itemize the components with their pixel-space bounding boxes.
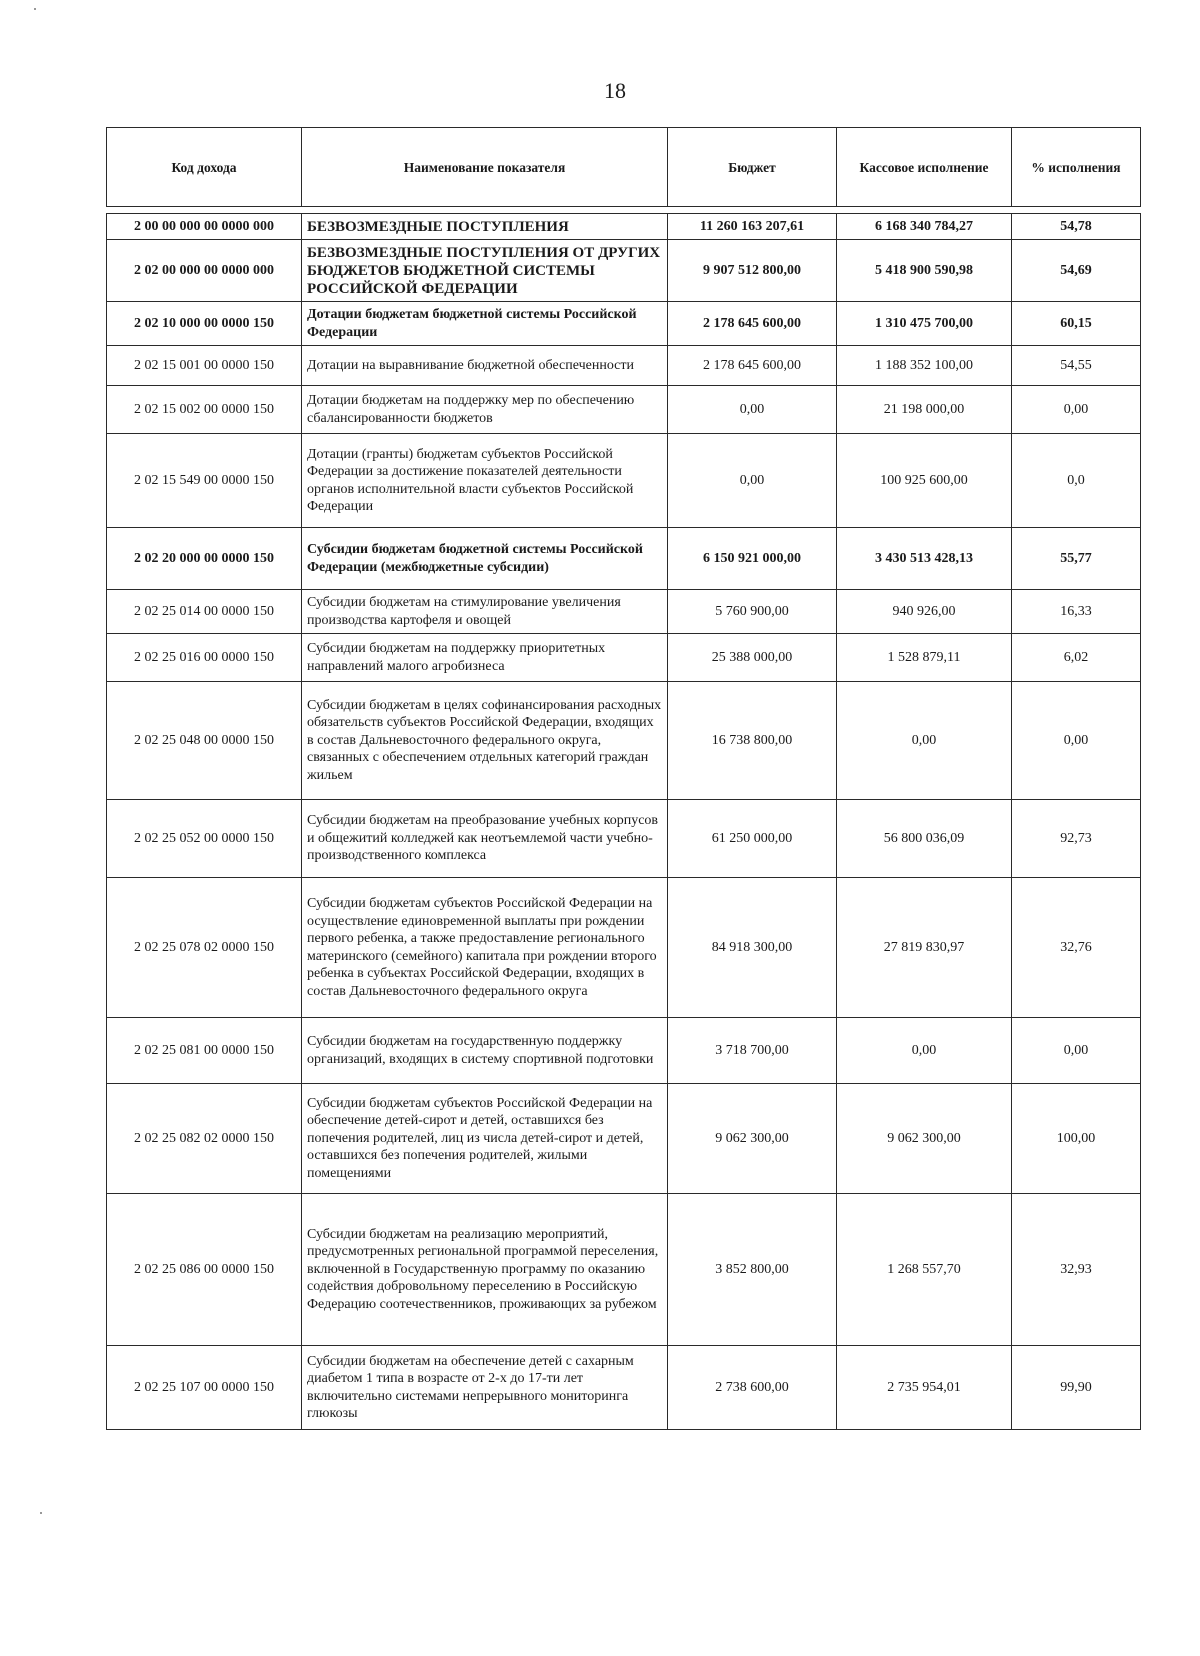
percent-cell: 16,33 (1012, 590, 1141, 634)
table-body (107, 207, 1141, 1430)
execution-cell: 5 418 900 590,98 (837, 240, 1012, 302)
budget-cell: 3 852 800,00 (668, 1194, 837, 1346)
name-cell: БЕЗВОЗМЕЗДНЫЕ ПОСТУПЛЕНИЯ ОТ ДРУГИХ БЮДЖЕТОВ БЮДЖЕТНОЙ СИСТЕМЫ РОССИЙСКОЙ ФЕДЕРАЦИИ (302, 240, 668, 302)
execution-cell: 56 800 036,09 (837, 800, 1012, 878)
execution-cell: 0,00 (837, 1018, 1012, 1084)
execution-cell: 1 528 879,11 (837, 634, 1012, 682)
name-cell: Субсидии бюджетам субъектов Российской Федерации на осуществление единовременной выплаты при рождении первого ребенка, а также предоставление регионального материнского (семейного) капитала при рождении второго ребенка в субъектах Российской Федерации, входящих в состав Дальневосточного федерального округа (302, 878, 668, 1018)
budget-cell: 2 178 645 600,00 (668, 302, 837, 346)
row-separator (107, 207, 1141, 214)
percent-cell: 92,73 (1012, 800, 1141, 878)
name-cell: Дотации на выравнивание бюджетной обеспеченности (302, 346, 668, 386)
name-cell: Субсидии бюджетам на преобразование учебных корпусов и общежитий колледжей как неотъемлемой части учебно-производственного комплекса (302, 800, 668, 878)
percent-cell: 6,02 (1012, 634, 1141, 682)
code-cell: 2 02 10 000 00 0000 150 (107, 302, 302, 346)
name-cell: Субсидии бюджетам бюджетной системы Российской Федерации (межбюджетные субсидии) (302, 528, 668, 590)
execution-cell: 1 188 352 100,00 (837, 346, 1012, 386)
separator-cell (302, 207, 668, 214)
code-cell: 2 02 20 000 00 0000 150 (107, 528, 302, 590)
separator-cell (107, 207, 302, 214)
execution-cell: 0,00 (837, 682, 1012, 800)
name-cell: Субсидии бюджетам на обеспечение детей с сахарным диабетом 1 типа в возрасте от 2-х до 17-ти лет включительно системами непрерывного мониторинга глюкозы (302, 1346, 668, 1430)
table-row (107, 214, 1141, 240)
code-cell: 2 02 15 001 00 0000 150 (107, 346, 302, 386)
code-cell: 2 02 00 000 00 0000 000 (107, 240, 302, 302)
execution-cell: 1 268 557,70 (837, 1194, 1012, 1346)
budget-cell: 9 907 512 800,00 (668, 240, 837, 302)
code-cell: 2 02 25 078 02 0000 150 (107, 878, 302, 1018)
separator-cell (668, 207, 837, 214)
percent-cell: 100,00 (1012, 1084, 1141, 1194)
name-cell: Дотации (гранты) бюджетам субъектов Российской Федерации за достижение показателей деятельности органов исполнительной власти субъектов Российской Федерации (302, 434, 668, 528)
header-name: Наименование показателя (302, 128, 668, 207)
budget-cell: 3 718 700,00 (668, 1018, 837, 1084)
budget-cell: 0,00 (668, 386, 837, 434)
table-row (107, 1084, 1141, 1194)
name-cell: Субсидии бюджетам субъектов Российской Федерации на обеспечение детей-сирот и детей, оставшихся без попечения родителей, лиц из числа детей-сирот и детей, оставшихся без попечения родителей, жилыми помещениями (302, 1084, 668, 1194)
table-row (107, 1346, 1141, 1430)
percent-cell: 55,77 (1012, 528, 1141, 590)
percent-cell: 54,55 (1012, 346, 1141, 386)
execution-cell: 940 926,00 (837, 590, 1012, 634)
percent-cell: 32,76 (1012, 878, 1141, 1018)
page-number: 18 (604, 78, 626, 103)
budget-cell: 2 178 645 600,00 (668, 346, 837, 386)
budget-cell: 61 250 000,00 (668, 800, 837, 878)
budget-cell: 2 738 600,00 (668, 1346, 837, 1430)
separator-cell (1012, 207, 1141, 214)
table-row (107, 682, 1141, 800)
percent-cell: 0,00 (1012, 682, 1141, 800)
table-row (107, 434, 1141, 528)
name-cell: Дотации бюджетам бюджетной системы Российской Федерации (302, 302, 668, 346)
budget-cell: 9 062 300,00 (668, 1084, 837, 1194)
table-row (107, 800, 1141, 878)
table-row (107, 1018, 1141, 1084)
code-cell: 2 02 25 086 00 0000 150 (107, 1194, 302, 1346)
code-cell: 2 02 15 002 00 0000 150 (107, 386, 302, 434)
table-row (107, 346, 1141, 386)
budget-cell: 25 388 000,00 (668, 634, 837, 682)
code-cell: 2 00 00 000 00 0000 000 (107, 214, 302, 240)
table-header-row (107, 128, 1141, 207)
name-cell: Субсидии бюджетам в целях софинансирования расходных обязательств субъектов Российской Федерации, входящих в состав Дальневосточного федерального округа, связанных с обеспечением отдельных категорий граждан жильем (302, 682, 668, 800)
percent-cell: 32,93 (1012, 1194, 1141, 1346)
name-cell: Дотации бюджетам на поддержку мер по обеспечению сбалансированности бюджетов (302, 386, 668, 434)
percent-cell: 0,0 (1012, 434, 1141, 528)
code-cell: 2 02 25 081 00 0000 150 (107, 1018, 302, 1084)
name-cell: Субсидии бюджетам на поддержку приоритетных направлений малого агробизнеса (302, 634, 668, 682)
budget-cell: 16 738 800,00 (668, 682, 837, 800)
execution-cell: 3 430 513 428,13 (837, 528, 1012, 590)
percent-cell: 54,78 (1012, 214, 1141, 240)
percent-cell: 54,69 (1012, 240, 1141, 302)
execution-cell: 9 062 300,00 (837, 1084, 1012, 1194)
table-row (107, 878, 1141, 1018)
code-cell: 2 02 25 048 00 0000 150 (107, 682, 302, 800)
table-row (107, 634, 1141, 682)
budget-cell: 11 260 163 207,61 (668, 214, 837, 240)
name-cell: БЕЗВОЗМЕЗДНЫЕ ПОСТУПЛЕНИЯ (302, 214, 668, 240)
budget-cell: 6 150 921 000,00 (668, 528, 837, 590)
code-cell: 2 02 25 014 00 0000 150 (107, 590, 302, 634)
percent-cell: 99,90 (1012, 1346, 1141, 1430)
execution-cell: 100 925 600,00 (837, 434, 1012, 528)
execution-cell: 6 168 340 784,27 (837, 214, 1012, 240)
table-row (107, 240, 1141, 302)
code-cell: 2 02 25 107 00 0000 150 (107, 1346, 302, 1430)
name-cell: Субсидии бюджетам на государственную поддержку организаций, входящих в систему спортивной подготовки (302, 1018, 668, 1084)
header-code: Код дохода (107, 128, 302, 207)
code-cell: 2 02 15 549 00 0000 150 (107, 434, 302, 528)
table-row (107, 590, 1141, 634)
header-execution: Кассовое исполнение (837, 128, 1012, 207)
execution-cell: 1 310 475 700,00 (837, 302, 1012, 346)
code-cell: 2 02 25 082 02 0000 150 (107, 1084, 302, 1194)
percent-cell: 0,00 (1012, 386, 1141, 434)
percent-cell: 60,15 (1012, 302, 1141, 346)
execution-cell: 21 198 000,00 (837, 386, 1012, 434)
name-cell: Субсидии бюджетам на стимулирование увеличения производства картофеля и овощей (302, 590, 668, 634)
budget-cell: 5 760 900,00 (668, 590, 837, 634)
table-row (107, 1194, 1141, 1346)
table-row (107, 528, 1141, 590)
code-cell: 2 02 25 016 00 0000 150 (107, 634, 302, 682)
table-row (107, 302, 1141, 346)
header-percent: % исполнения (1012, 128, 1141, 207)
revenue-table (106, 127, 1141, 1430)
header-budget: Бюджет (668, 128, 837, 207)
table-row (107, 386, 1141, 434)
budget-cell: 84 918 300,00 (668, 878, 837, 1018)
execution-cell: 27 819 830,97 (837, 878, 1012, 1018)
separator-cell (837, 207, 1012, 214)
execution-cell: 2 735 954,01 (837, 1346, 1012, 1430)
percent-cell: 0,00 (1012, 1018, 1141, 1084)
name-cell: Субсидии бюджетам на реализацию мероприятий, предусмотренных региональной программой переселения, включенной в Государственную программу по оказанию содействия добровольному переселению в Российскую Федерацию соотечественников, проживающих за рубежом (302, 1194, 668, 1346)
budget-cell: 0,00 (668, 434, 837, 528)
code-cell: 2 02 25 052 00 0000 150 (107, 800, 302, 878)
